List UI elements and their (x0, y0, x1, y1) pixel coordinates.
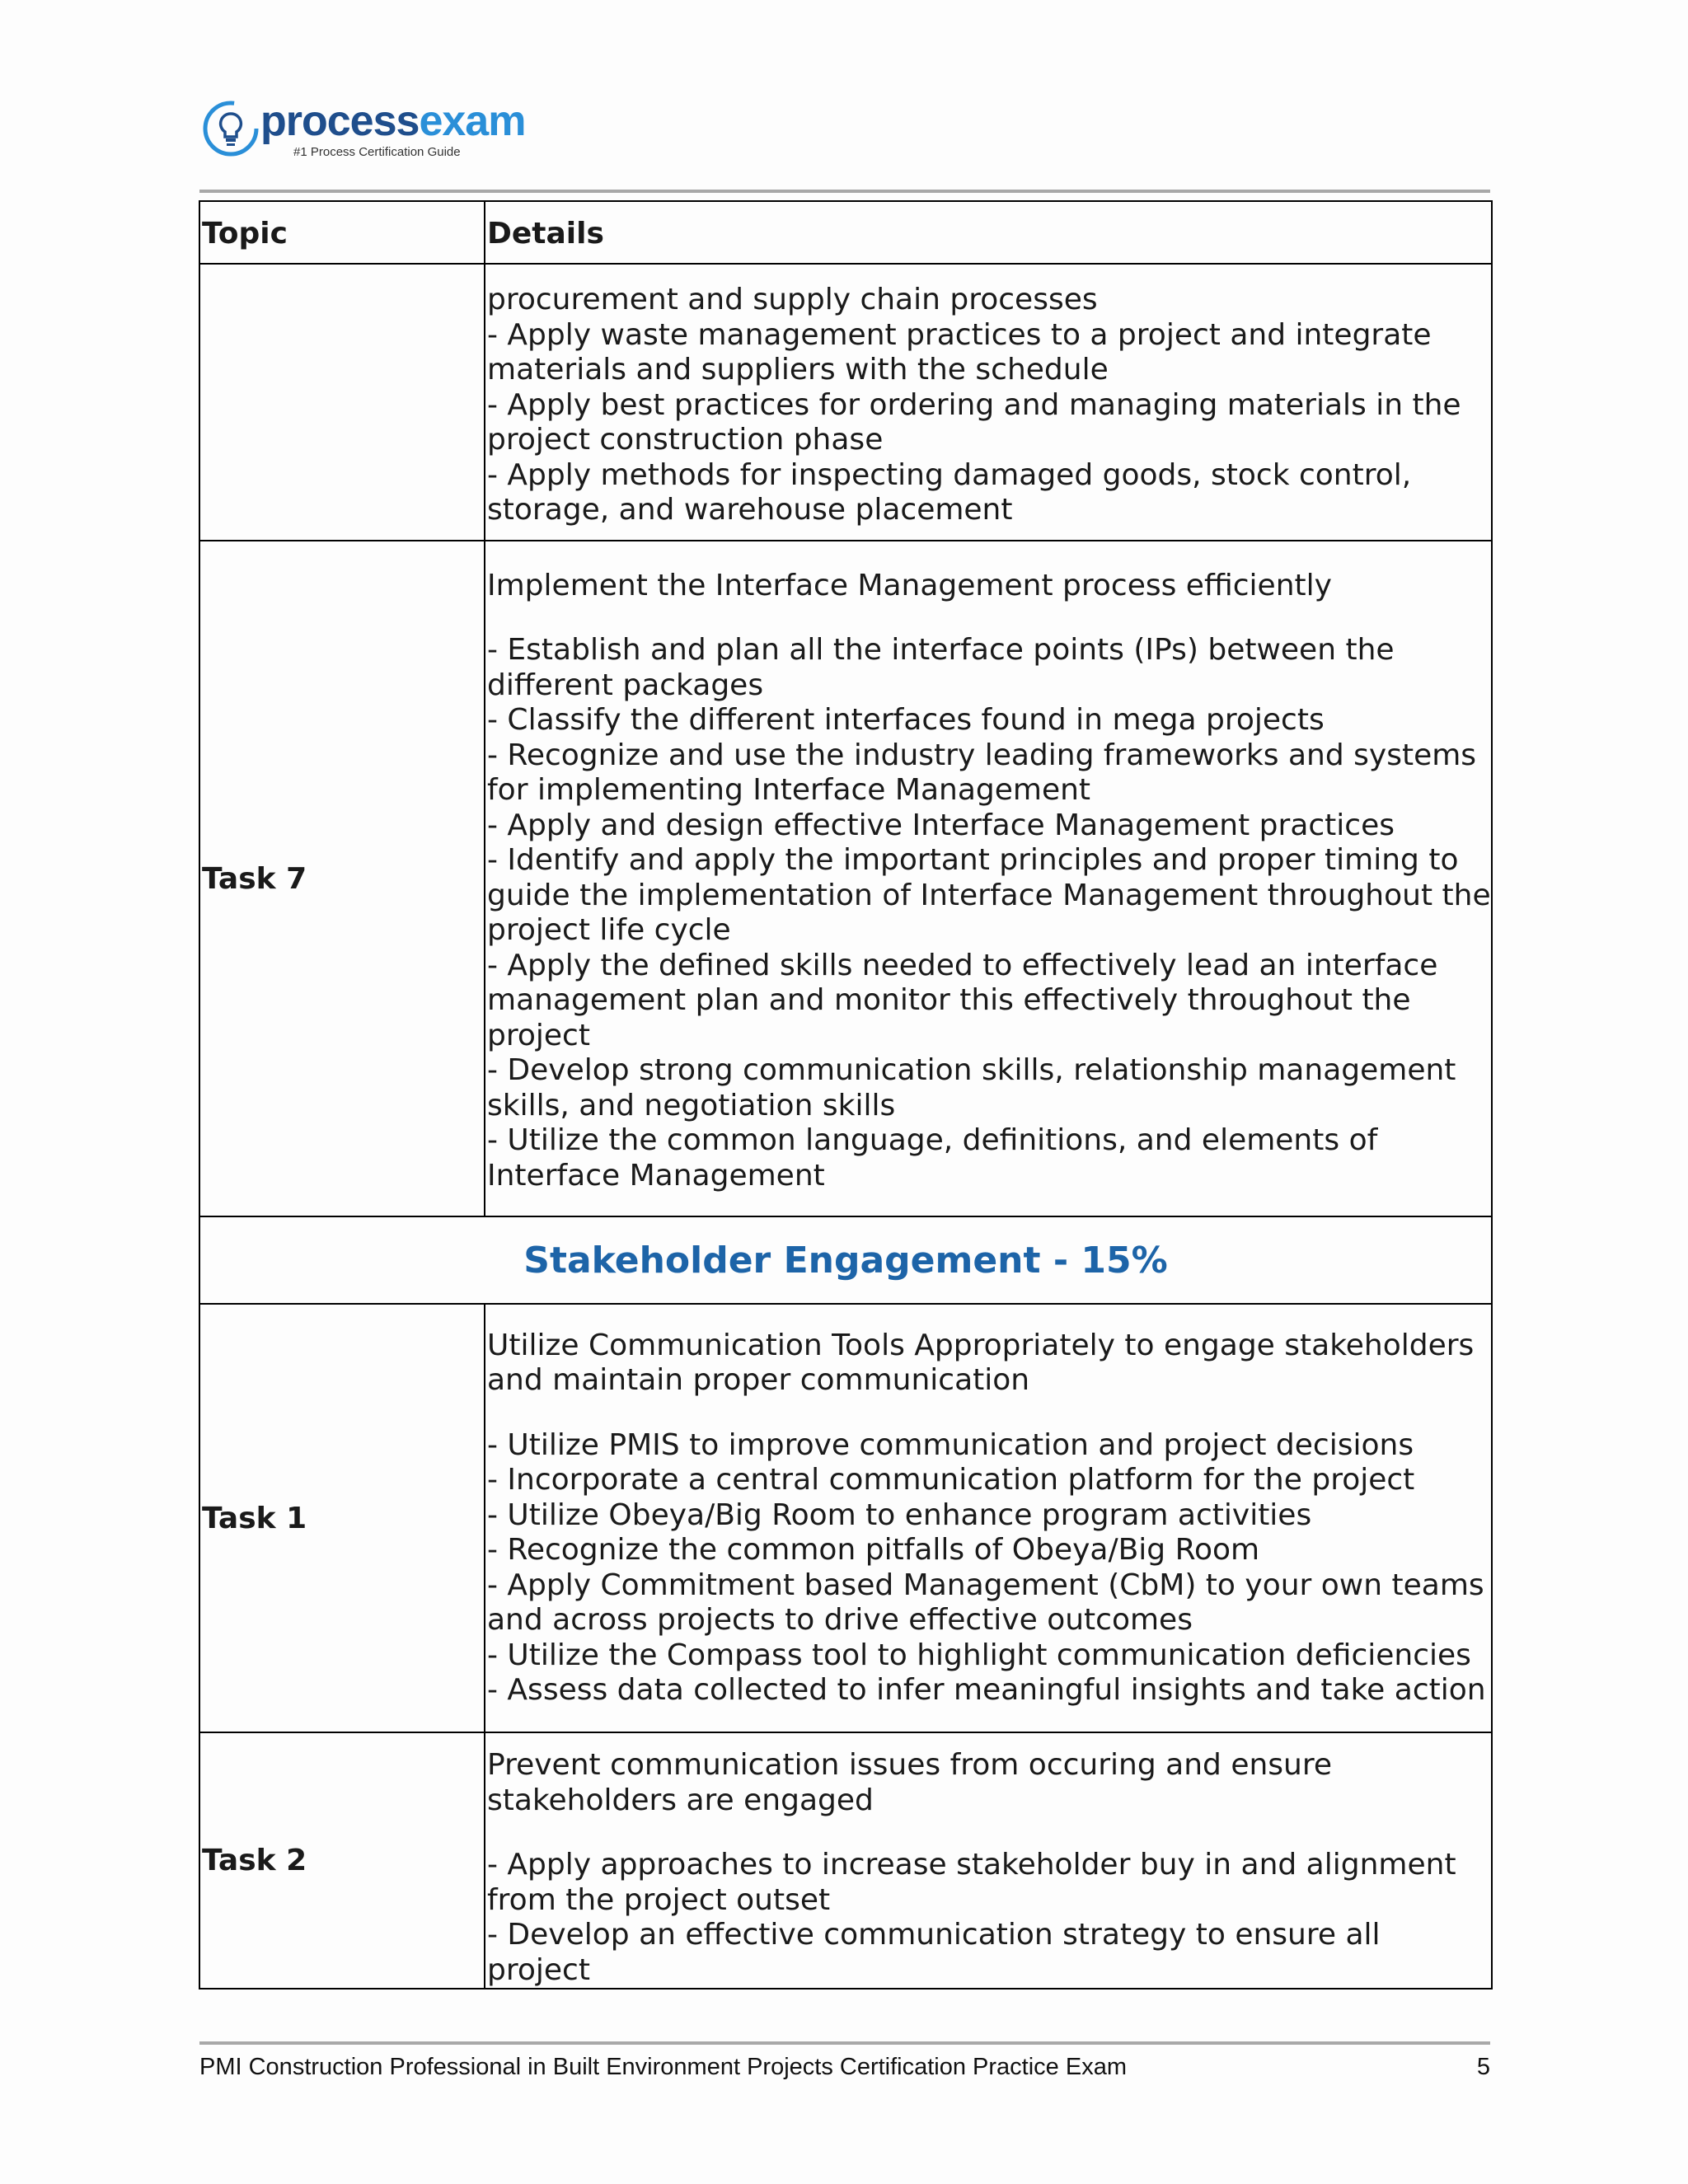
detail-line: - Develop strong communication skills, relationship management skills, and negotiation skills (487, 1053, 1456, 1122)
topic-cell (199, 264, 485, 541)
detail-line: procurement and supply chain processes (487, 283, 1098, 317)
section-header-row (199, 1216, 1492, 1304)
header-divider (199, 190, 1490, 193)
detail-line: - Apply methods for inspecting damaged goods, stock control, storage, and warehouse placement (487, 457, 1412, 527)
detail-line: - Apply the defined skills needed to effectively lead an interface management plan and monitor this effectively throughout the project (487, 948, 1438, 1052)
logo-wordmark: processexam (260, 97, 526, 145)
detail-line: - Recognize and use the industry leading frameworks and systems for implementing Interface Management (487, 738, 1477, 808)
detail-line: - Incorporate a central communication platform for the project (487, 1463, 1415, 1497)
details-cell (485, 264, 1492, 541)
detail-line: - Apply waste management practices to a project and integrate materials and suppliers with the schedule (487, 317, 1432, 387)
topic-cell: Task 1 (199, 1304, 485, 1732)
detail-intro: Prevent communication issues from occuring and ensure stakeholders are engaged (487, 1748, 1333, 1817)
table-row (199, 1304, 1492, 1732)
detail-line: - Establish and plan all the interface points (IPs) between the different packages (487, 633, 1395, 702)
exam-topics-table (199, 200, 1493, 1990)
detail-line: - Utilize the Compass tool to highlight communication deficiencies (487, 1638, 1471, 1672)
detail-line: - Classify the different interfaces found in mega projects (487, 703, 1325, 738)
table-header-row (199, 201, 1492, 264)
topic-cell: Task 7 (199, 541, 485, 1216)
table-row (199, 541, 1492, 1216)
details-cell (485, 541, 1492, 1216)
detail-intro: Implement the Interface Management process efficiently (487, 568, 1332, 602)
detail-intro: Utilize Communication Tools Appropriately to engage stakeholders and maintain proper communication (487, 1328, 1475, 1397)
detail-line: - Utilize PMIS to improve communication and project decisions (487, 1427, 1414, 1462)
detail-line: - Apply Commitment based Management (CbM) to your own teams and across projects to drive effective outcomes (487, 1568, 1484, 1637)
detail-line: - Utilize the common language, definitions, and elements of Interface Management (487, 1123, 1378, 1193)
detail-line: - Recognize the common pitfalls of Obeya/Big Room (487, 1533, 1260, 1567)
detail-line: - Assess data collected to infer meaningful insights and take action (487, 1673, 1486, 1707)
details-cell (485, 1732, 1492, 1989)
topic-cell: Task 2 (199, 1732, 485, 1989)
detail-line: - Apply approaches to increase stakeholder buy in and alignment from the project outset (487, 1848, 1456, 1917)
detail-line: - Develop an effective communication strategy to ensure all project (487, 1918, 1381, 1987)
logo-tagline: #1 Process Certification Guide (293, 145, 461, 159)
lightbulb-icon (201, 99, 260, 158)
footer-title: PMI Construction Professional in Built Environment Projects Certification Practice Exam (199, 2054, 1127, 2080)
section-title: Stakeholder Engagement - 15% (523, 1239, 1168, 1282)
detail-line: - Apply best practices for ordering and managing materials in the project construction phase (487, 387, 1461, 457)
detail-line: - Utilize Obeya/Big Room to enhance program activities (487, 1497, 1312, 1532)
table-row (199, 264, 1492, 541)
footer-divider (199, 2041, 1490, 2045)
header-cell-topic: Topic (199, 201, 485, 264)
table-row (199, 1732, 1492, 1989)
header-cell-details: Details (485, 201, 1492, 264)
details-cell (485, 1304, 1492, 1732)
detail-line: - Apply and design effective Interface Management practices (487, 808, 1395, 842)
page-number: 5 (1476, 2054, 1490, 2080)
detail-line: - Identify and apply the important principles and proper timing to guide the implementation of Interface Management throughout the project life cycle (487, 843, 1491, 948)
section-cell (199, 1216, 1492, 1304)
